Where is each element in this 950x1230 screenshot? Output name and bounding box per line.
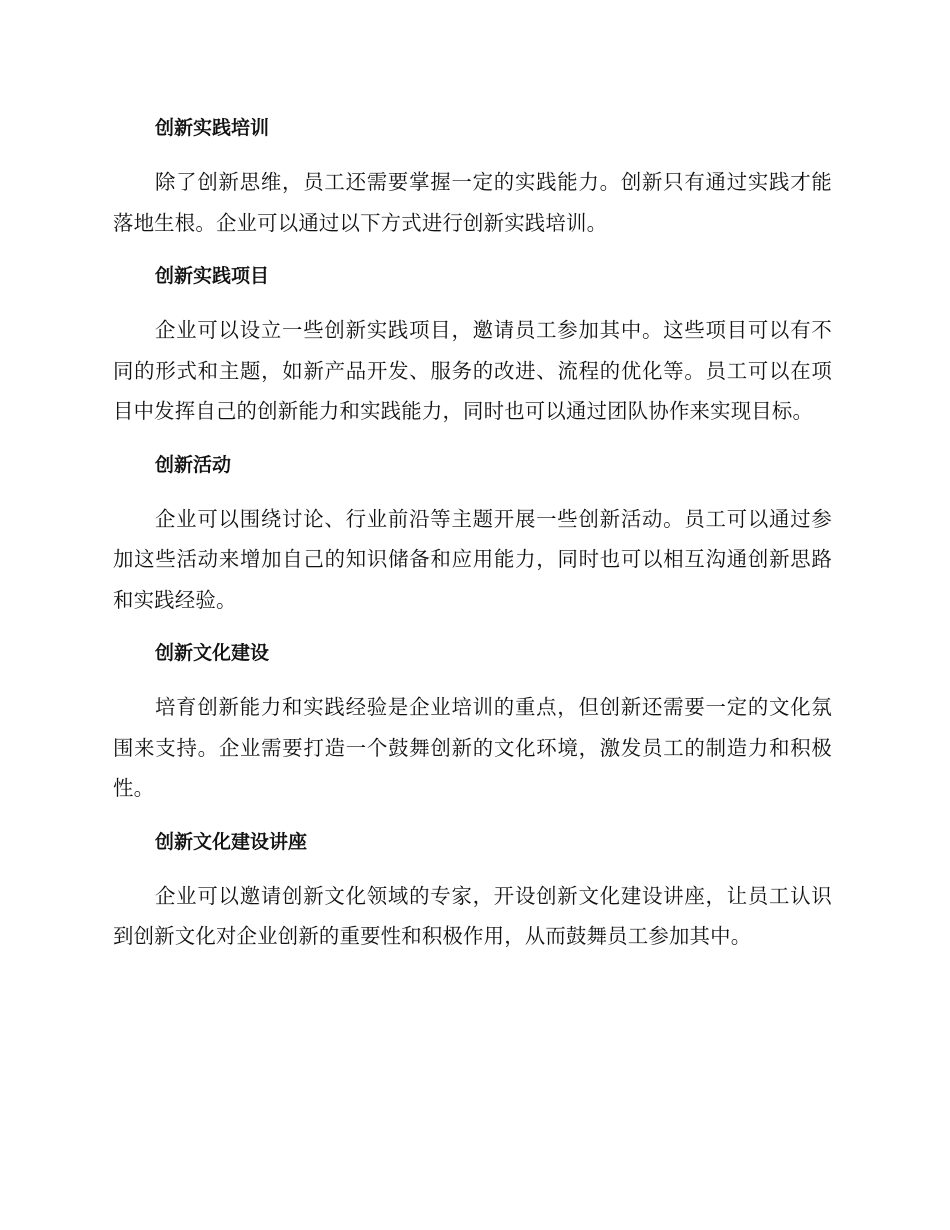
- section-heading: 创新实践培训: [155, 117, 270, 139]
- section-paragraph: 培育创新能力和实践经验是企业培训的重点，但创新还需要一定的文化氛围来支持。企业需要打造一个鼓舞创新的文化环境，激发员工的制造力和积极性。: [113, 695, 832, 800]
- section-paragraph: 企业可以邀请创新文化领域的专家，开设创新文化建设讲座，让员工认识到创新文化对企业创新的重要性和积极作用，从而鼓舞员工参加其中。: [113, 883, 832, 948]
- section-heading: 创新文化建设讲座: [155, 830, 308, 853]
- section-paragraph: 除了创新思维，员工还需要掌握一定的实践能力。创新只有通过实践才能落地生根。企业可以通过以下方式进行创新实践培训。: [113, 170, 832, 235]
- section-innovation-culture-building: [113, 633, 832, 822]
- section-heading: 创新活动: [155, 453, 232, 476]
- section-innovation-culture-lecture: [113, 822, 832, 957]
- section-heading: 创新文化建设: [155, 642, 270, 664]
- section-heading: 创新实践项目: [155, 265, 270, 287]
- section-paragraph: 企业可以设立一些创新实践项目，邀请员工参加其中。这些项目可以有不同的形式和主题，如新产品开发、服务的改进、流程的优化等。员工可以在项目中发挥自己的创新能力和实践能力，同时也可以通过团队协作来实现目标。: [113, 318, 832, 423]
- section-innovation-practice-projects: [113, 256, 832, 445]
- section-innovation-practice-training: [113, 108, 832, 256]
- section-innovation-activities: [113, 445, 832, 634]
- section-paragraph: 企业可以围绕讨论、行业前沿等主题开展一些创新活动。员工可以通过参加这些活动来增加自己的知识储备和应用能力，同时也可以相互沟通创新思路和实践经验。: [113, 506, 832, 612]
